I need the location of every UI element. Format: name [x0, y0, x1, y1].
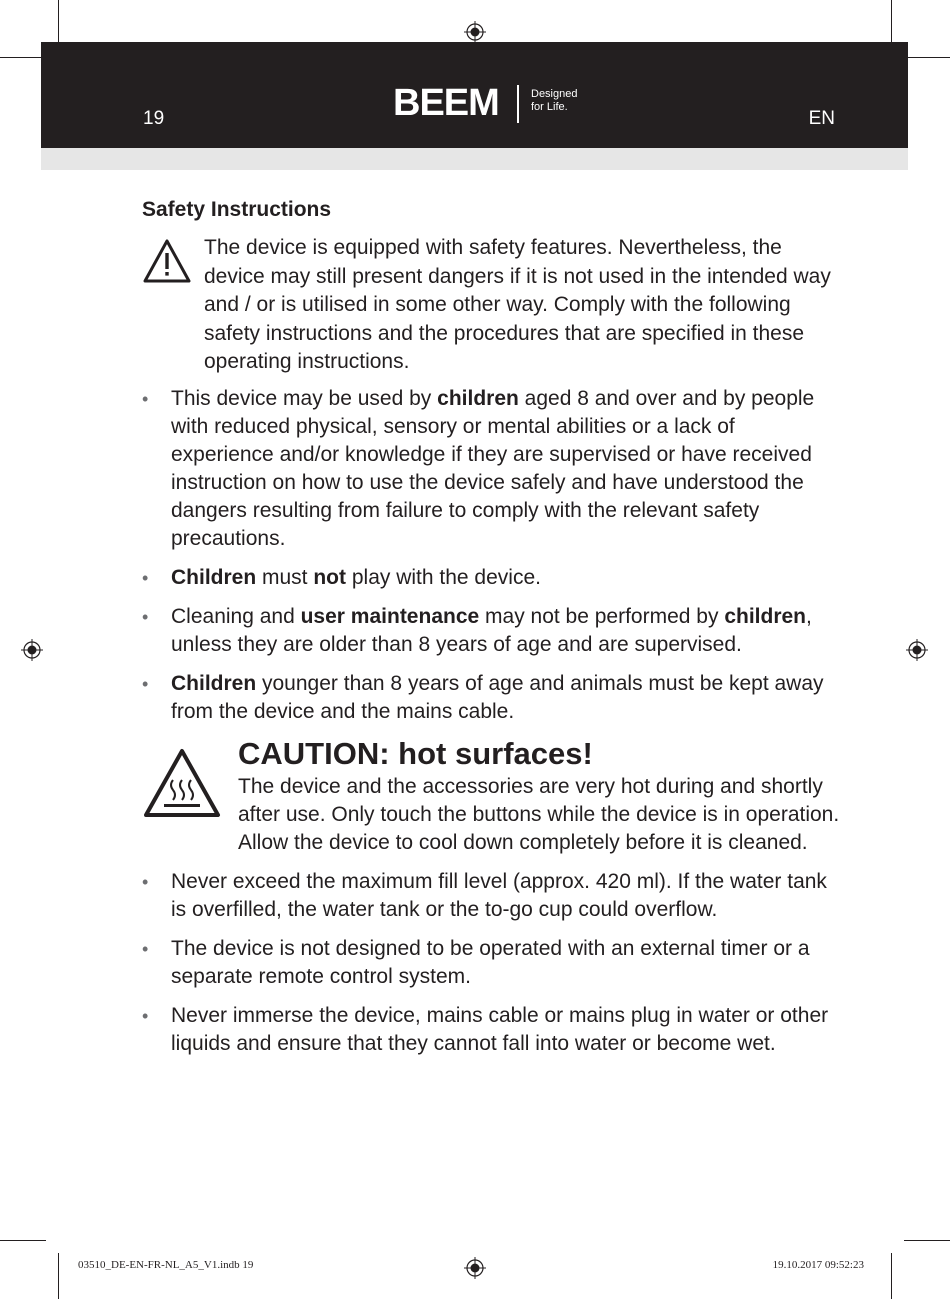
crop-mark [58, 1253, 59, 1299]
list-item: • The device is not designed to be operated with an external timer or a separate remote control system. [142, 936, 810, 988]
list-item: • This device may be used by children aged 8 and over and by people with reduced physical, sensory or mental abilities or a lack of experience and/or knowledge if they are supervised or have received instruction on how to use the device safely and have understood the dangers resulting from failure to comply with the relevant safety precautions. [142, 386, 815, 550]
list-item: • Never immerse the device, mains cable or mains plug in water or other liquids and ensure that they cannot fall into water or become wet. [142, 1003, 829, 1055]
bullet: • [142, 1005, 149, 1026]
page-number: 19 [143, 108, 165, 129]
bullet: • [142, 388, 149, 409]
list-item: • Never exceed the maximum fill level (approx. 420 ml). If the water tank is overfilled, the water tank or the to-go cup could overflow. [142, 869, 827, 921]
crop-mark [58, 0, 59, 46]
safety-list-2 [142, 868, 842, 1058]
brand-logo: BEEM [393, 82, 499, 124]
safety-section [142, 198, 842, 1069]
bullet: • [142, 567, 149, 588]
crop-mark [891, 0, 892, 46]
header-strip [41, 148, 908, 170]
print-file-info: 03510_DE-EN-FR-NL_A5_V1.indb 19 [78, 1259, 254, 1271]
print-datetime: 19.10.2017 09:52:23 [772, 1259, 864, 1271]
crop-mark [0, 57, 46, 58]
bullet: • [142, 606, 149, 627]
bullet: • [142, 871, 149, 892]
bullet: • [142, 938, 149, 959]
caution-text: The device and the accessories are very hot during and shortly after use. Only touch the buttons while the device is in operation. Allow the device to cool down completely before it is cleaned. [238, 774, 840, 854]
general-warning [142, 234, 842, 377]
crop-mark [904, 1240, 950, 1241]
language-code: EN [808, 108, 835, 129]
warning-triangle-icon [142, 238, 192, 284]
safety-list-1 [142, 385, 842, 726]
crop-mark [904, 57, 950, 58]
caution-title: CAUTION: hot surfaces! [238, 735, 593, 771]
brand-tagline: Designed for Life. [531, 88, 578, 113]
page-header [41, 42, 908, 148]
crop-mark [0, 1240, 46, 1241]
list-item: • Children younger than 8 years of age and animals must be kept away from the device and the mains cable. [142, 671, 824, 723]
hot-surface-icon [142, 747, 222, 819]
logo-divider [517, 85, 519, 123]
registration-mark-icon [464, 21, 486, 43]
registration-mark-icon [464, 1257, 486, 1279]
warning-text: The device is equipped with safety features. Nevertheless, the device may still present dangers if it is not used in the intended way and / or is utilised in some other way. Comply with the following safety instructions and the procedures that are specified in these operating instructions. [204, 236, 831, 373]
registration-mark-icon [21, 639, 43, 661]
section-title: Safety Instructions [142, 198, 332, 221]
hot-surface-caution [142, 737, 842, 857]
bullet: • [142, 673, 149, 694]
list-item: • Children must not play with the device. [142, 564, 842, 592]
registration-mark-icon [906, 639, 928, 661]
crop-mark [891, 1253, 892, 1299]
list-item: • Cleaning and user maintenance may not be performed by children, unless they are older than 8 years of age and are supervised. [142, 604, 812, 656]
